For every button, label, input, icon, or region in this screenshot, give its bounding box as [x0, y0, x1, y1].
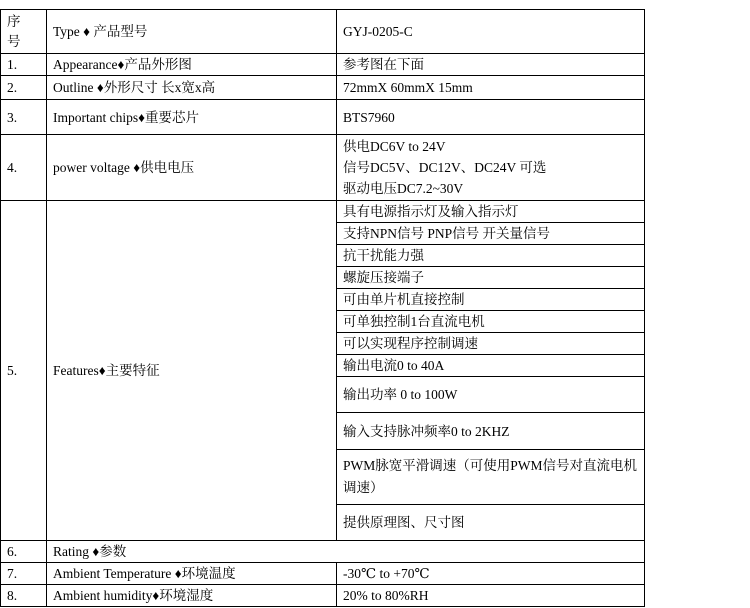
feature-row — [1, 201, 645, 223]
row-index: 5. — [1, 201, 47, 541]
type-value: GYJ-0205-C — [337, 10, 645, 54]
feature-item: PWM脉宽平滑调速（可使用PWM信号对直流电机调速） — [337, 450, 645, 505]
feature-item: 螺旋压接端子 — [337, 267, 645, 289]
row-value: 参考图在下面 — [337, 54, 645, 76]
row-label: Outline ♦外形尺寸 长x宽x高 — [47, 76, 337, 100]
row-label: Ambient humidity♦环境湿度 — [47, 585, 337, 607]
feature-item: 可由单片机直接控制 — [337, 289, 645, 311]
row-label: Ambient Temperature ♦环境温度 — [47, 563, 337, 585]
row-index: 7. — [1, 563, 47, 585]
rating-label: Rating ♦参数 — [47, 541, 645, 563]
row-index: 1. — [1, 54, 47, 76]
voltage-values — [337, 135, 645, 201]
feature-item: 可单独控制1台直流电机 — [337, 311, 645, 333]
row-index: 6. — [1, 541, 47, 563]
table-header-row — [1, 10, 645, 54]
table-row — [1, 563, 645, 585]
row-index: 8. — [1, 585, 47, 607]
voltage-value: 驱动电压DC7.2~30V — [343, 181, 464, 196]
feature-item: 输出电流0 to 40A — [337, 355, 645, 377]
voltage-value: 供电DC6V to 24V — [343, 139, 446, 154]
feature-item: 可以实现程序控制调速 — [337, 333, 645, 355]
index-header: 序 号 — [1, 10, 47, 54]
row-index: 2. — [1, 76, 47, 100]
table-row — [1, 585, 645, 607]
row-value: 20% to 80%RH — [337, 585, 645, 607]
table-row — [1, 100, 645, 135]
table-row — [1, 135, 645, 201]
row-index: 4. — [1, 135, 47, 201]
feature-item: 支持NPN信号 PNP信号 开关量信号 — [337, 223, 645, 245]
type-label: Type ♦ 产品型号 — [47, 10, 337, 54]
spec-table — [0, 9, 645, 607]
table-row — [1, 541, 645, 563]
feature-item: 提供原理图、尺寸图 — [337, 505, 645, 541]
feature-item: 抗干扰能力强 — [337, 245, 645, 267]
row-value: -30℃ to +70℃ — [337, 563, 645, 585]
row-value: BTS7960 — [337, 100, 645, 135]
row-index: 3. — [1, 100, 47, 135]
feature-item: 输出功率 0 to 100W — [337, 377, 645, 413]
feature-item: 输入支持脉冲频率0 to 2KHZ — [337, 413, 645, 450]
table-row — [1, 54, 645, 76]
row-value: 72mmX 60mmX 15mm — [337, 76, 645, 100]
row-label: Appearance♦产品外形图 — [47, 54, 337, 76]
row-label: power voltage ♦供电电压 — [47, 135, 337, 201]
voltage-value: 信号DC5V、DC12V、DC24V 可选 — [343, 160, 547, 175]
table-row — [1, 76, 645, 100]
row-label: Important chips♦重要芯片 — [47, 100, 337, 135]
feature-item: 具有电源指示灯及输入指示灯 — [337, 201, 645, 223]
row-label: Features♦主要特征 — [47, 201, 337, 541]
